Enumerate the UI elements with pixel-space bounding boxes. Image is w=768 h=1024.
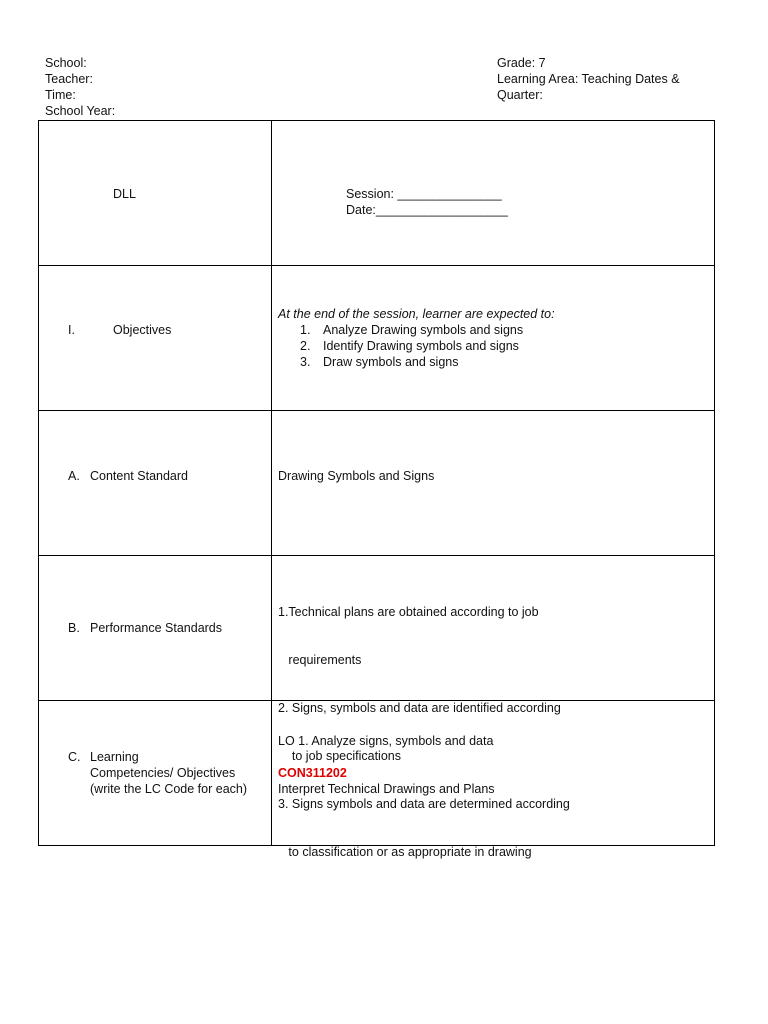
session-field: Session: _______________	[346, 187, 502, 201]
date-field: Date:___________________	[346, 203, 508, 217]
content-standard-text: Drawing Symbols and Signs	[278, 469, 435, 483]
header-left	[45, 55, 115, 119]
objectives-list	[300, 322, 555, 370]
learning-competencies-label-cell: C. Learning Competencies/ Objectives (write the LC Code for each)	[39, 701, 272, 846]
performance-standards-label: Performance Standards	[90, 621, 223, 635]
objectives-label: Objectives	[113, 323, 172, 337]
school-label: School:	[45, 56, 87, 70]
objectives-content-cell	[272, 266, 715, 411]
lc-code: CON311202	[278, 766, 347, 780]
content-standard-content-cell	[272, 411, 715, 556]
learning-area-label: Learning Area: Teaching Dates &	[497, 72, 680, 86]
performance-standards-row	[39, 556, 715, 701]
learning-competencies-label: Learning	[90, 750, 139, 764]
session-cell	[272, 121, 715, 266]
list-item: 3. Draw symbols and signs	[300, 355, 459, 369]
performance-standards-text: 1.Technical plans are obtained according to job requirements 2. Signs, symbols and data are identified according to job specifications 3. Signs symbols and data are determined according to classification or as appropriate in drawing	[278, 605, 570, 859]
performance-standards-label-cell	[39, 556, 272, 701]
list-item: 1. Analyze Drawing symbols and signs	[300, 323, 524, 337]
content-standard-row	[39, 411, 715, 556]
lo-text: LO 1. Analyze signs, symbols and data	[278, 734, 494, 748]
dll-label: DLL	[113, 187, 136, 201]
teacher-label: Teacher:	[45, 72, 93, 86]
objectives-marker: I.	[68, 323, 75, 337]
learning-competencies-marker: C.	[68, 750, 81, 764]
content-standard-label-cell	[39, 411, 272, 556]
learning-competencies-row	[39, 701, 715, 846]
dll-table	[38, 120, 715, 859]
dll-label-cell	[39, 121, 272, 266]
school-year-label: School Year:	[45, 104, 116, 118]
dll-row	[39, 121, 715, 266]
lc-description: Interpret Technical Drawings and Plans	[278, 782, 495, 796]
objectives-row	[39, 266, 715, 411]
quarter-label: Quarter:	[497, 88, 543, 102]
content-standard-label: Content Standard	[90, 469, 188, 483]
header-right	[497, 55, 680, 103]
objectives-label-cell	[39, 266, 272, 411]
grade-label: Grade: 7	[497, 56, 546, 70]
list-item: 2. Identify Drawing symbols and signs	[300, 339, 519, 353]
performance-standards-marker: B.	[68, 621, 80, 635]
objectives-intro: At the end of the session, learner are expected to:	[278, 307, 555, 321]
time-label: Time:	[45, 88, 76, 102]
learning-competencies-content-cell	[272, 701, 715, 846]
content-standard-marker: A.	[68, 469, 80, 483]
